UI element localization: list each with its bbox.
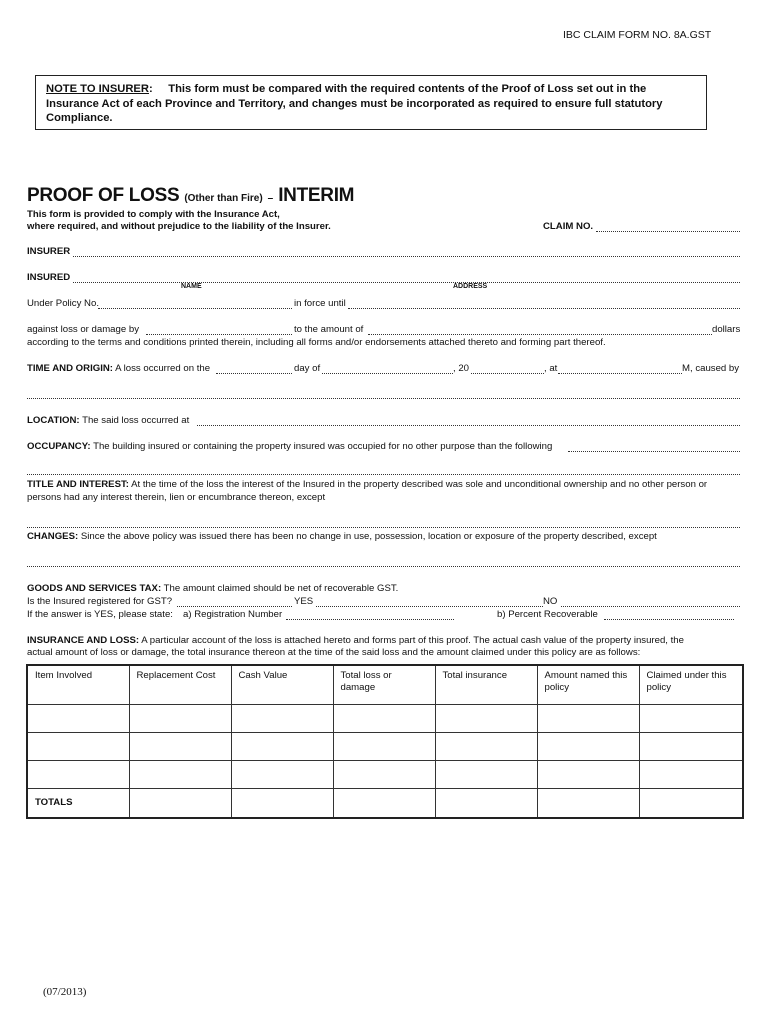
occupancy-label: OCCUPANCY: xyxy=(27,441,91,452)
table-cell[interactable] xyxy=(435,733,537,761)
table-cell[interactable] xyxy=(435,789,537,819)
header-replacement-cost: Replacement Cost xyxy=(129,665,231,705)
in-force-until-field[interactable] xyxy=(348,308,740,309)
policy-number-field[interactable] xyxy=(98,308,292,309)
changes-label: CHANGES: xyxy=(27,531,79,542)
header-claimed: Claimed under this policy xyxy=(639,665,743,705)
note-colon: : xyxy=(148,83,153,95)
loss-items-table xyxy=(26,664,744,819)
name-caption: NAME xyxy=(181,283,202,290)
table-cell[interactable] xyxy=(537,733,639,761)
to-amount-label: to the amount of xyxy=(294,324,364,335)
header-item-involved: Item Involved xyxy=(27,665,129,705)
caused-by-label: M, caused by xyxy=(682,363,740,374)
table-header-row xyxy=(27,665,743,705)
claim-no-field[interactable] xyxy=(596,231,740,232)
insured-field[interactable] xyxy=(73,282,740,283)
table-row xyxy=(27,705,743,733)
gst-reg-number-label: a) Registration Number xyxy=(183,609,283,620)
dollars-label: dollars xyxy=(712,324,741,335)
loss-time-field[interactable] xyxy=(558,373,682,374)
table-cell[interactable] xyxy=(27,705,129,733)
totals-label: TOTALS xyxy=(27,789,129,819)
insured-label: INSURED xyxy=(27,272,71,283)
gst-no-field-a[interactable] xyxy=(316,606,543,607)
insurer-field[interactable] xyxy=(73,256,740,257)
terms-text: according to the terms and conditions printed therein, including all forms and/or endorsements attached thereto and forming part thereof. xyxy=(27,337,606,348)
note-label: NOTE TO INSURER xyxy=(46,83,149,95)
gst-line xyxy=(27,583,398,595)
gst-percent-label: b) Percent Recoverable xyxy=(497,609,598,620)
table-cell[interactable] xyxy=(639,761,743,789)
loss-cause-field[interactable] xyxy=(146,334,292,335)
table-cell[interactable] xyxy=(231,705,333,733)
gst-no-field-b[interactable] xyxy=(561,606,740,607)
year-label: , 20 xyxy=(453,363,470,374)
title-interim: INTERIM xyxy=(278,185,355,206)
header-total-insurance: Total insurance xyxy=(435,665,537,705)
in-force-label: in force until xyxy=(294,298,346,309)
table-cell[interactable] xyxy=(27,761,129,789)
insurance-loss-label: INSURANCE AND LOSS: xyxy=(27,635,140,646)
title-sub: (Other than Fire) xyxy=(184,193,263,204)
header-cash-value: Cash Value xyxy=(231,665,333,705)
gst-yes-label: YES xyxy=(294,596,314,607)
form-date: (07/2013) xyxy=(43,986,87,998)
location-text: The said loss occurred at xyxy=(82,415,190,426)
time-origin-line xyxy=(27,363,210,375)
title-interest-line-2: persons had any interest therein, lien or encumbrance thereon, except xyxy=(27,492,326,503)
address-caption: ADDRESS xyxy=(453,283,488,290)
day-of-label: day of xyxy=(294,363,321,374)
location-label: LOCATION: xyxy=(27,415,80,426)
occupancy-line xyxy=(27,441,552,453)
title-dash: – xyxy=(267,193,274,204)
loss-day-field[interactable] xyxy=(216,373,292,374)
gst-reg-number-field[interactable] xyxy=(286,619,454,620)
table-cell[interactable] xyxy=(639,789,743,819)
gst-text: The amount claimed should be net of recoverable GST. xyxy=(163,583,399,594)
table-row xyxy=(27,733,743,761)
intro-line-2: where required, and without prejudice to the liability of the Insurer. xyxy=(27,221,331,232)
caused-by-field[interactable] xyxy=(27,398,740,399)
table-cell[interactable] xyxy=(129,761,231,789)
insurance-loss-line-2: actual amount of loss or damage, the total insurance thereon at the time of the said loss and the amount claimed under this policy are as follows: xyxy=(27,647,641,658)
gst-percent-field[interactable] xyxy=(604,619,734,620)
totals-row xyxy=(27,789,743,819)
gst-label: GOODS AND SERVICES TAX: xyxy=(27,583,162,594)
time-origin-label: TIME AND ORIGIN: xyxy=(27,363,113,374)
gst-if-yes-label: If the answer is YES, please state: xyxy=(27,609,173,620)
amount-field[interactable] xyxy=(368,334,712,335)
form-id: IBC CLAIM FORM NO. 8A.GST xyxy=(563,29,712,41)
header-amount-named: Amount named this policy xyxy=(537,665,639,705)
title-interest-text: At the time of the loss the interest of the Insured in the property described was sole and unconditional ownership and no other person or xyxy=(131,479,708,490)
occupancy-field-b[interactable] xyxy=(27,474,740,475)
at-label: , at xyxy=(544,363,558,374)
table-cell[interactable] xyxy=(333,789,435,819)
table-cell[interactable] xyxy=(129,705,231,733)
table-cell[interactable] xyxy=(129,733,231,761)
loss-month-field[interactable] xyxy=(322,373,453,374)
loss-year-field[interactable] xyxy=(471,373,544,374)
location-field[interactable] xyxy=(197,425,740,426)
insurance-loss-line-1 xyxy=(27,635,684,647)
table-cell[interactable] xyxy=(231,761,333,789)
occupancy-text: The building insured or containing the property insured was occupied for no other purpose than the following xyxy=(93,441,553,452)
gst-yes-field[interactable] xyxy=(177,606,292,607)
table-cell[interactable] xyxy=(333,705,435,733)
table-row xyxy=(27,761,743,789)
changes-line xyxy=(27,531,657,543)
header-total-loss: Total loss or damage xyxy=(333,665,435,705)
table-cell[interactable] xyxy=(435,761,537,789)
table-cell[interactable] xyxy=(27,733,129,761)
table-cell[interactable] xyxy=(129,789,231,819)
page-title xyxy=(27,185,354,207)
insurance-loss-text: A particular account of the loss is attached hereto and forms part of this proof. The actual cash value of the property insured, the xyxy=(141,635,684,646)
location-line xyxy=(27,415,189,427)
title-main: PROOF OF LOSS xyxy=(27,185,180,206)
note-text: This form must be compared with the required contents of the Proof of Loss set out in the Insurance Act of each Province and Territory, and changes must be incorporated as required to ensure full statutory Compliance. xyxy=(46,83,663,124)
table-cell[interactable] xyxy=(231,733,333,761)
insurer-label: INSURER xyxy=(27,246,71,257)
table-cell[interactable] xyxy=(537,789,639,819)
occupancy-field-a[interactable] xyxy=(568,451,740,452)
time-origin-text: A loss occurred on the xyxy=(115,363,211,374)
changes-text: Since the above policy was issued there has been no change in use, possession, location or exposure of the property described, except xyxy=(80,531,657,542)
table-cell[interactable] xyxy=(333,733,435,761)
gst-registered-question: Is the Insured registered for GST? xyxy=(27,596,173,607)
title-interest-line-1 xyxy=(27,479,707,491)
table-cell[interactable] xyxy=(333,761,435,789)
table-cell[interactable] xyxy=(537,761,639,789)
table-cell[interactable] xyxy=(435,705,537,733)
changes-field[interactable] xyxy=(27,566,740,567)
table-cell[interactable] xyxy=(537,705,639,733)
under-policy-label: Under Policy No. xyxy=(27,298,99,309)
claim-no-label: CLAIM NO. xyxy=(543,221,594,232)
against-loss-label: against loss or damage by xyxy=(27,324,139,335)
title-interest-field[interactable] xyxy=(27,527,740,528)
note-to-insurer-box xyxy=(35,75,707,130)
table-cell[interactable] xyxy=(639,705,743,733)
table-cell[interactable] xyxy=(639,733,743,761)
title-interest-label: TITLE AND INTEREST: xyxy=(27,479,129,490)
gst-no-label: NO xyxy=(543,596,558,607)
intro-line-1: This form is provided to comply with the Insurance Act, xyxy=(27,209,280,220)
table-cell[interactable] xyxy=(231,789,333,819)
